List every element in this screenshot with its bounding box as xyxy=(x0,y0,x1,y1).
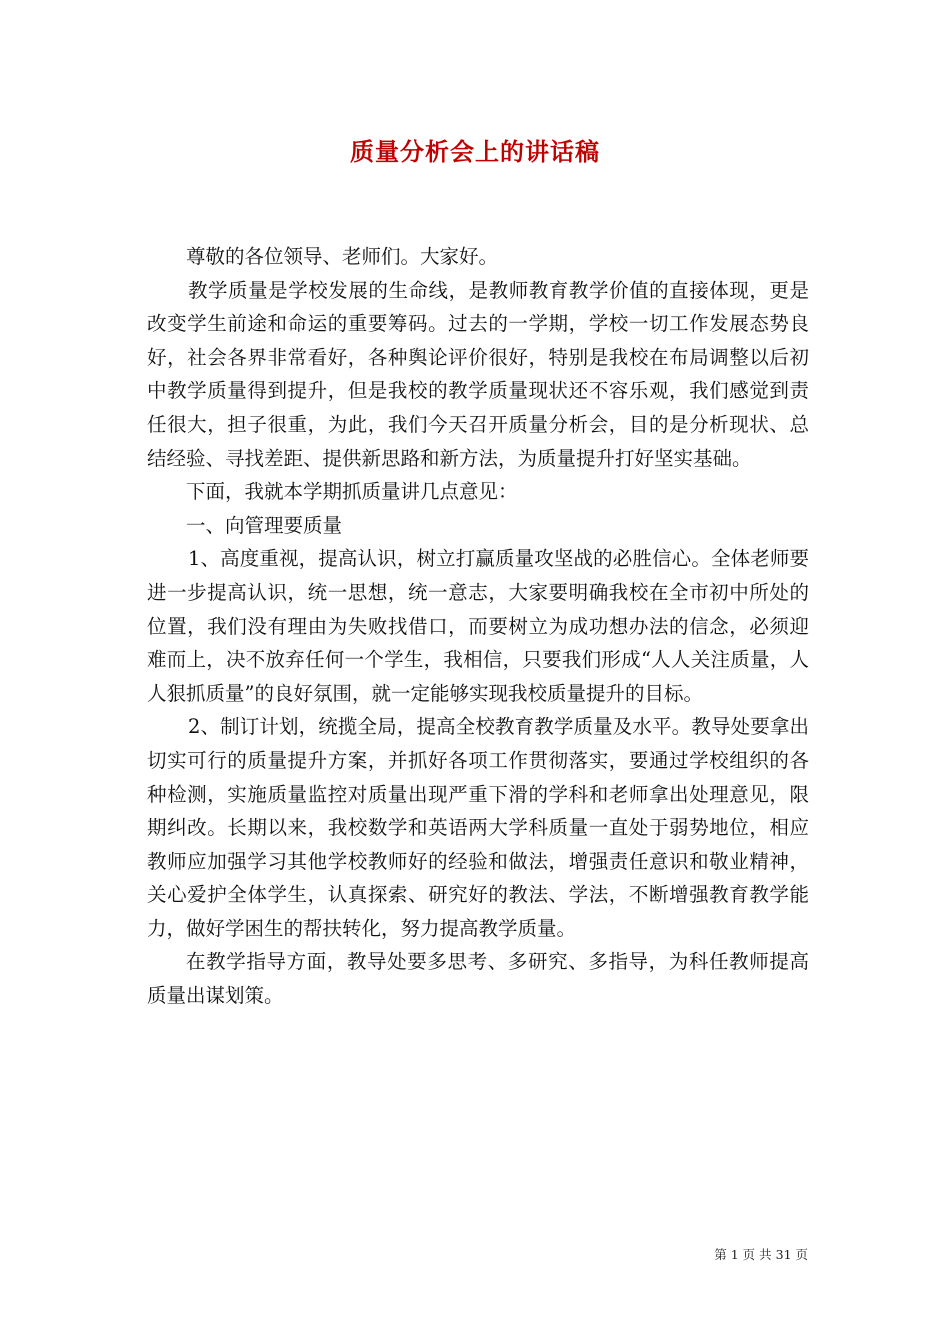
document-body xyxy=(147,240,809,1013)
paragraph-point-1: 1、高度重视，提高认识，树立打赢质量攻坚战的必胜信心。全体老师要进一步提高认识，统一思想，统一意志，大家要明确我校在全市初中所处的位置，我们没有理由为失败找借口，而要树立为成功想办法的信念，必须迎难而上，决不放弃任何一个学生，我相信，只要我们形成“人人关注质量，人人狠抓质量”的良好氛围，就一定能够实现我校质量提升的目标。 xyxy=(147,547,809,705)
paragraph-guidance: 在教学指导方面，教导处要多思考、多研究、多指导，为科任教师提高质量出谋划策。 xyxy=(147,950,809,1008)
paragraph-intro: 教学质量是学校发展的生命线，是教师教育教学价值的直接体现，更是改变学生前途和命运的重要筹码。过去的一学期，学校一切工作发展态势良好，社会各界非常看好，各种舆论评价很好，特别是我校在布局调整以后初中教学质量得到提升，但是我校的教学质量现状还不容乐观，我们感觉到责任很大，担子很重，为此，我们今天召开质量分析会，目的是分析现状、总结经验、寻找差距、提供新思路和新方法，为质量提升打好坚实基础。 xyxy=(147,278,809,470)
section-heading: 一、向管理要质量 xyxy=(186,513,343,537)
page-footer: 第 1 页 共 31 页 xyxy=(714,1247,808,1262)
document-title: 质量分析会上的讲话稿 xyxy=(350,137,600,166)
paragraph-greeting: 尊敬的各位领导、老师们。大家好。 xyxy=(186,245,499,268)
paragraph-point-2: 2、制订计划，统揽全局，提高全校教育教学质量及水平。教导处要拿出切实可行的质量提升方案，并抓好各项工作贯彻落实，要通过学校组织的各种检测，实施质量监控对质量出现严重下滑的学科和老师拿出处理意见，限期纠改。长期以来，我校数学和英语两大学科质量一直处于弱势地位，相应教师应加强学习其他学校教师好的经验和做法，增强责任意识和敬业精神，关心爱护全体学生，认真探索、研究好的教法、学法，不断增强教育教学能力，做好学困生的帮扶转化，努力提高教学质量。 xyxy=(147,715,809,940)
paragraph-lead: 下面，我就本学期抓质量讲几点意见： xyxy=(186,480,518,504)
